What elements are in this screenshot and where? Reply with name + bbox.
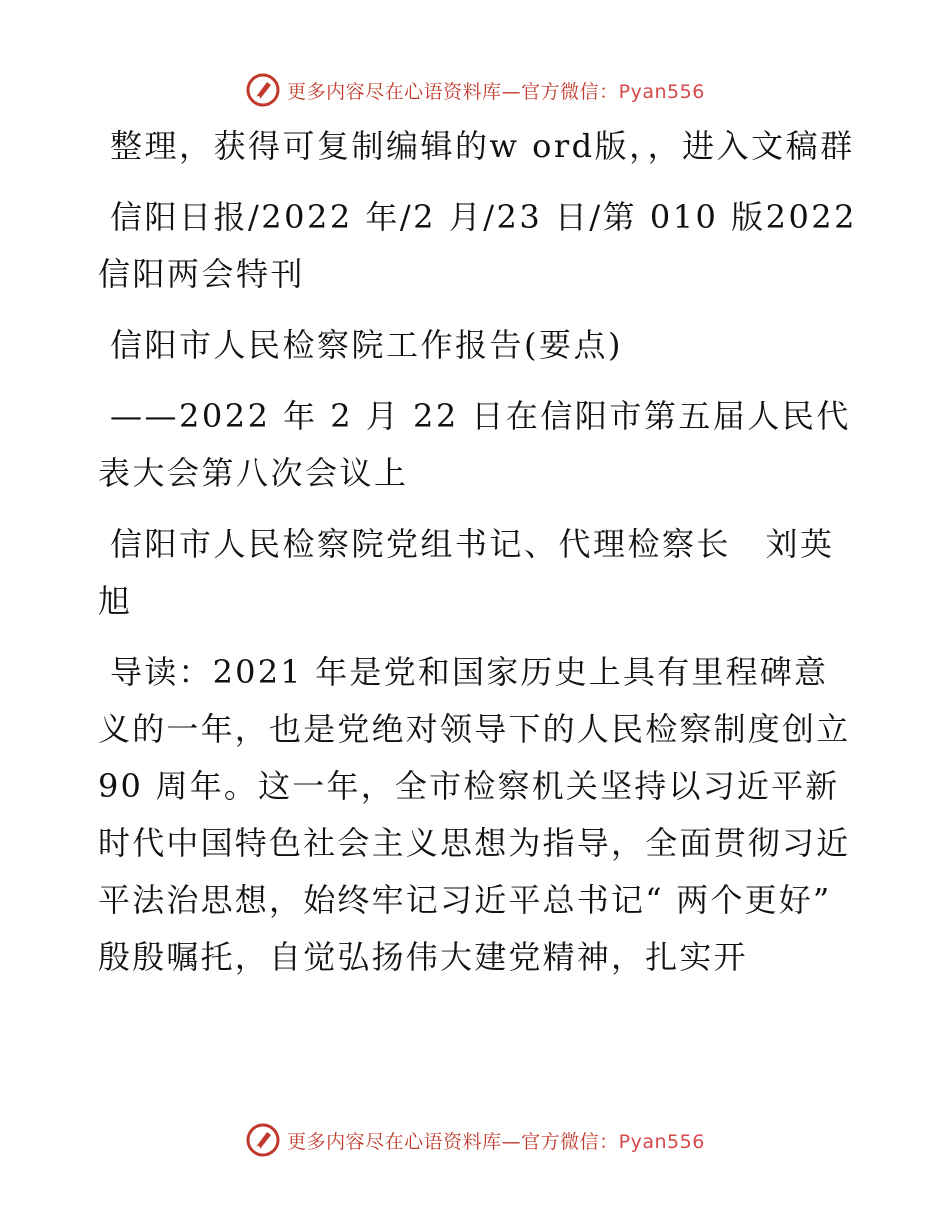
header-watermark xyxy=(0,68,950,112)
report-subtitle: ——2022 年 2 月 22 日在信阳市第五届人民代表大会第八次会议上 xyxy=(98,397,851,492)
report-author: 信阳市人民检察院党组书记、代理检察长 刘英旭 xyxy=(98,525,835,620)
paragraph-source: 信阳日报/2022 年/2 月/23 日/第 010 版2022 信阳两会特刊 xyxy=(98,198,858,293)
watermark-text: 更多内容尽在心语资料库—官方微信：Pyan556 xyxy=(287,80,705,103)
watermark-wechat-id: Pyan556 xyxy=(618,1130,705,1153)
paragraph-lead: 导读：2021 年是党和国家历史上具有里程碑意义的一年，也是党绝对领导下的人民检察制度创立 90 周年。这一年，全市检察机关坚持以习近平新时代中国特色社会主义思想为指导，全面贯彻习近平法治思想，始终牢记习近平总书记“ 两个更好” 殷殷嘱托，自觉弘扬伟大建党精神，扎实开 xyxy=(98,653,851,976)
paragraph-intro: 整理，获得可复制编辑的w ord版，，进入文稿群 xyxy=(110,127,855,165)
document-body xyxy=(98,118,858,1000)
footer-watermark xyxy=(0,1118,950,1162)
watermark-text: 更多内容尽在心语资料库—官方微信：Pyan556 xyxy=(287,1130,705,1153)
report-title: 信阳市人民检察院工作报告(要点) xyxy=(110,326,623,364)
pen-nib-logo-icon xyxy=(245,72,281,108)
pen-nib-logo-icon xyxy=(245,1122,281,1158)
watermark-wechat-id: Pyan556 xyxy=(618,80,705,103)
